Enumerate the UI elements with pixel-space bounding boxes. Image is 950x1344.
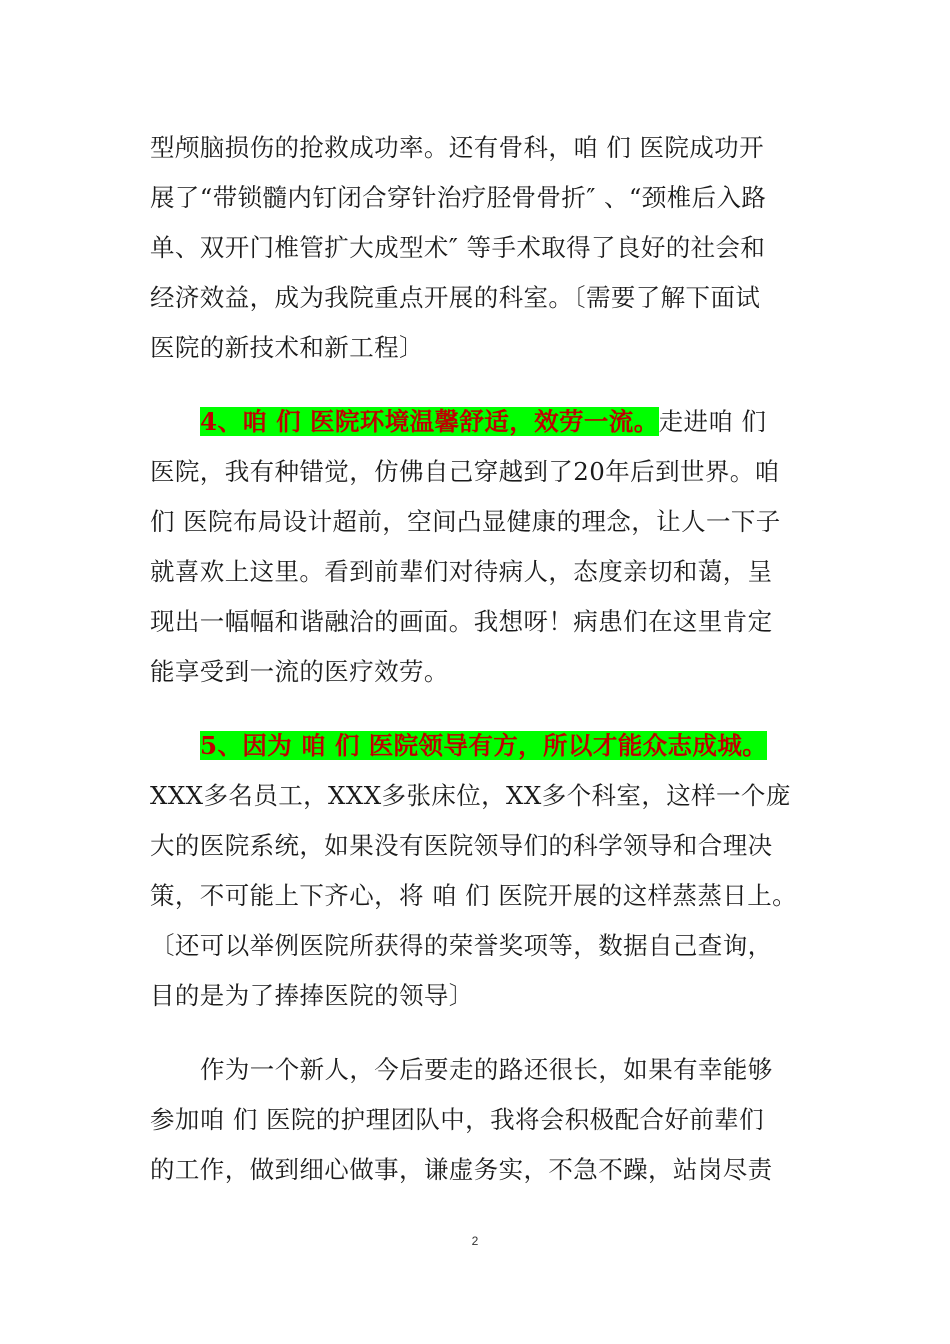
text-line: 展了“带锁髓内钉闭合穿针治疗胫骨骨折″ 、“颈椎后入路 (150, 183, 767, 212)
highlighted-heading-5: 5、因为 咱 们 医院领导有方，所以才能众志成城。 (200, 731, 768, 760)
highlighted-heading-4: 4、咱 们 医院环境温馨舒适，效劳一流。 (200, 407, 659, 436)
text-line: 〔还可以举例医院所获得的荣誉奖项等，数据自己查询， (150, 931, 773, 960)
text-line: 能享受到一流的医疗效劳。 (150, 657, 449, 686)
text-line: XXX多名员工，XXX多张床位，XX多个科室，这样一个庞 (150, 781, 791, 810)
text-line: 医院，我有种错觉，仿佛自己穿越到了20年后到世界。咱 (150, 457, 780, 486)
text-line-first (150, 397, 850, 447)
paragraph-environment (150, 397, 850, 697)
text-line: 参加咱 们 医院的护理团队中，我将会积极配合好前辈们 (150, 1105, 764, 1134)
text-line-first: 作为一个新人，今后要走的路还很长，如果有幸能够 (200, 1055, 773, 1084)
paragraph-orthopedics (150, 123, 850, 373)
paragraph-conclusion (150, 1045, 850, 1195)
text-line: 大的医院系统，如果没有医院领导们的科学领导和合理决 (150, 831, 773, 860)
text-line-first (150, 721, 850, 771)
text-line: 就喜欢上这里。看到前辈们对待病人，态度亲切和蔼，呈 (150, 557, 773, 586)
text-line: 型颅脑损伤的抢救成功率。还有骨科，咱 们 医院成功开 (150, 133, 764, 162)
paragraph-leadership (150, 721, 850, 1021)
text-line: 策，不可能上下齐心，将 咱 们 医院开展的这样蒸蒸日上。 (150, 881, 798, 910)
text-line: 单、双开门椎管扩大成型术″ 等手术取得了良好的社会和 (150, 233, 766, 262)
text-line: 现出一幅幅和谐融洽的画面。我想呀！病患们在这里肯定 (150, 607, 773, 636)
text-line: 目的是为了捧捧医院的领导〕 (150, 981, 474, 1010)
text-line: 经济效益，成为我院重点开展的科室。〔需要了解下面试 (150, 283, 761, 312)
text-line: 医院的新技术和新工程〕 (150, 333, 424, 362)
text-run: 走进咱 们 (658, 407, 767, 436)
page-number: 2 (471, 1234, 479, 1248)
text-line: 们 医院布局设计超前，空间凸显健康的理念，让人一下子 (150, 507, 781, 536)
text-line: 的工作，做到细心做事，谦虚务实，不急不躁，站岗尽责 (150, 1155, 773, 1184)
